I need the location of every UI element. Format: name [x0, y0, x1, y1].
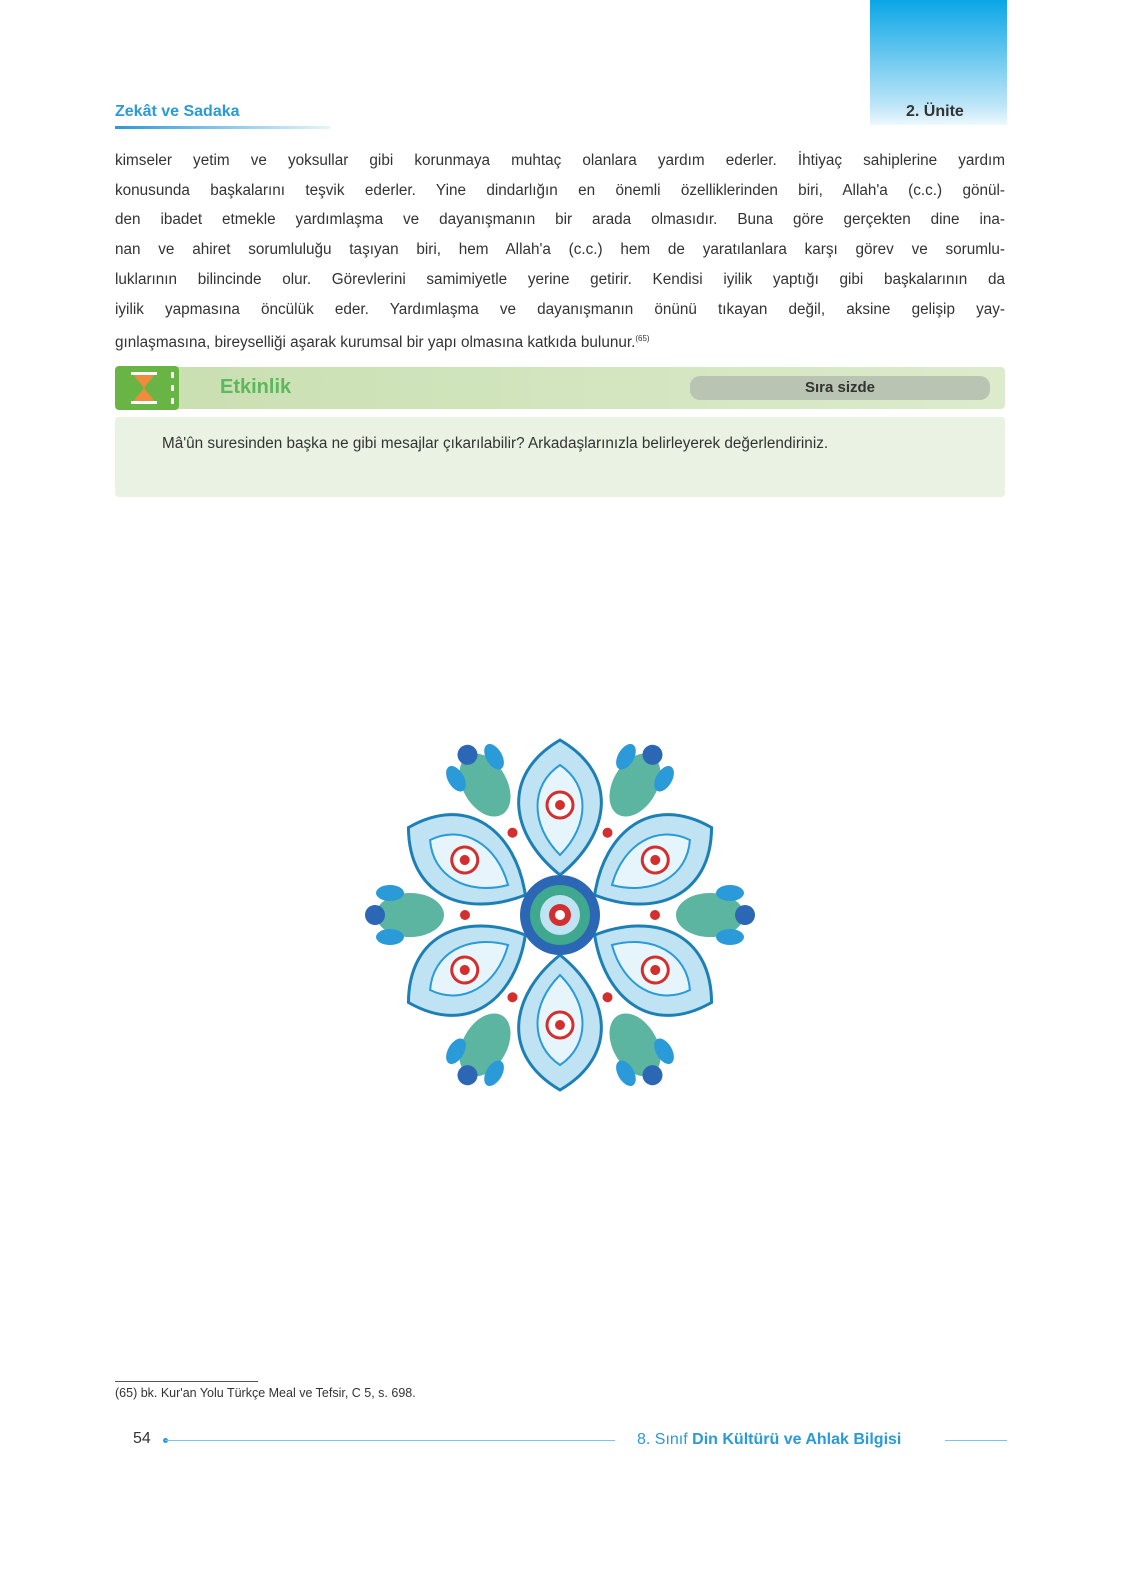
body-line: luklarının bilincinde olur. Görevlerini samimiyetle yerine getirir. Kendisi iyilik yaptığı gibi başkalarının da: [115, 270, 1005, 288]
body-line: iyilik yapmasına öncülük eder. Yardımlaşma ve dayanışmanın önünü tıkayan değil, aksine gelişip yay-: [115, 300, 1005, 318]
body-line-last: [115, 324, 1005, 358]
footer-rule: [165, 1440, 615, 1441]
body-line: kimseler yetim ve yoksullar gibi korunmaya muhtaç olanlara yardım ederler. İhtiyaç sahiplerine yardım: [115, 152, 1005, 169]
activity-title: Etkinlik: [220, 376, 292, 398]
section-underline: [115, 126, 330, 129]
book-title: [637, 1431, 901, 1449]
book-grade: 8. Sınıf: [637, 1431, 688, 1448]
section-title: Zekât ve Sadaka: [115, 103, 240, 120]
body-line: nan ve ahiret sorumluluğu taşıyan biri, hem Allah'a (c.c.) hem de yaratılanlara karşı görev ve sorumlu-: [115, 241, 1005, 259]
your-turn-badge: Sıra sizde: [690, 376, 990, 400]
body-line: konusunda başkalarını teşvik ederler. Yine dindarlığın en önemli özelliklerinden biri, Allah'a (c.c.) gönül-: [115, 181, 1005, 199]
footnote-divider: [115, 1381, 258, 1382]
decorative-mandala-illustration: [355, 710, 765, 1120]
footnote: (65) bk. Kur'an Yolu Türkçe Meal ve Tefsir, C 5, s. 698.: [115, 1386, 416, 1400]
footer-rule-right: [945, 1440, 1007, 1441]
book-subject: Din Kültürü ve Ahlak Bilgisi: [692, 1431, 902, 1448]
activity-text: Mâ'ûn suresinden başka ne gibi mesajlar çıkarılabilir? Arkadaşlarınızla belirleyerek değerlendiriniz.: [162, 435, 829, 452]
body-paragraph: [115, 146, 1005, 358]
footnote-ref: (65): [635, 334, 650, 344]
page-number: 54: [133, 1430, 151, 1447]
unit-label: 2. Ünite: [906, 103, 964, 120]
hourglass-icon: [115, 366, 179, 410]
body-line: den ibadet etmekle yardımlaşma ve dayanışmanın bir arada olmasıdır. Buna göre gerçekten dine ina-: [115, 211, 1005, 229]
activity-icon-box: [115, 366, 179, 410]
body-line-text: gınlaşmasına, bireyselliği aşarak kurumsal bir yapı olmasına katkıda bulunur.: [115, 334, 636, 352]
